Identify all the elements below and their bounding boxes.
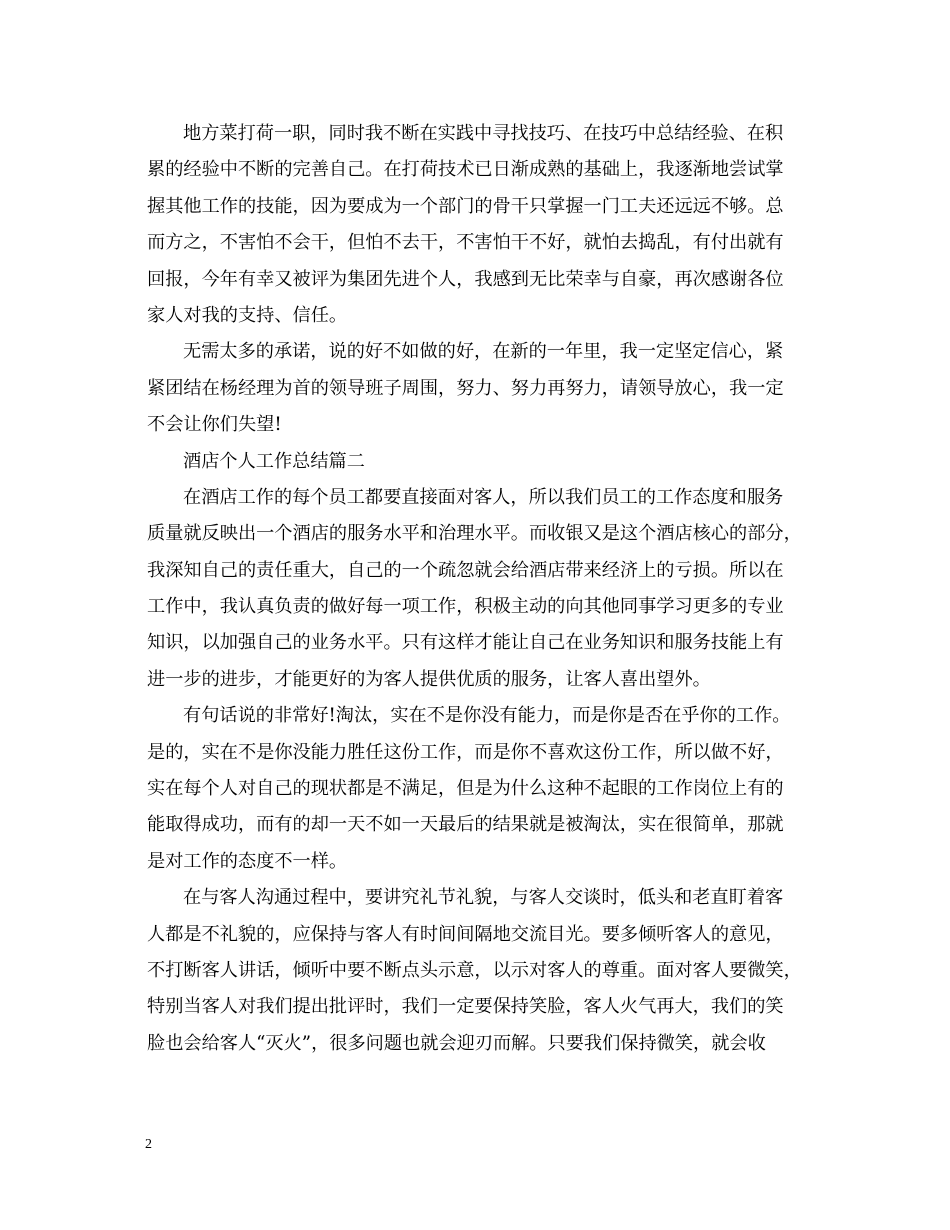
text-line: 家人对我的支持、信任。 [147, 304, 348, 326]
text-line: 不会让你们失望! [147, 414, 282, 436]
text-line: 实在每个人对自己的现状都是不满足，但是为什么这种不起眼的工作岗位上有的 [147, 778, 784, 800]
text-line: 能取得成功，而有的却一天不如一天最后的结果就是被淘汰，实在很简单，那就 [147, 814, 784, 836]
text-line: 脸也会给客人“灭火”，很多问题也就会迎刃而解。只要我们保持微笑，就会收 [147, 1032, 766, 1054]
text-line: 累的经验中不断的完善自己。在打荷技术已日渐成熟的基础上，我逐渐地尝试掌 [147, 159, 784, 181]
text-line: 酒店个人工作总结篇二 [183, 450, 365, 472]
text-line: 回报，今年有幸又被评为集团先进个人，我感到无比荣幸与自豪，再次感谢各位 [147, 268, 784, 290]
text-line: 是对工作的态度不一样。 [147, 850, 348, 872]
text-line: 工作中，我认真负责的做好每一项工作，积极主动的向其他同事学习更多的专业 [147, 596, 784, 618]
text-line: 不打断客人讲话，倾听中要不断点头示意，以示对客人的尊重。面对客人要微笑， [147, 959, 802, 981]
text-line: 我深知自己的责任重大，自己的一个疏忽就会给酒店带来经济上的亏损。所以在 [147, 559, 784, 581]
text-line: 人都是不礼貌的，应保持与客人有时间间隔地交流目光。要多倾听客人的意见， [147, 923, 784, 945]
text-line: 进一步的进步，才能更好的为客人提供优质的服务，让客人喜出望外。 [147, 668, 711, 690]
document-body [147, 116, 807, 1062]
text-line: 握其他工作的技能，因为要成为一个部门的骨干只掌握一门工夫还远远不够。总 [147, 195, 784, 217]
text-line: 在酒店工作的每个员工都要直接面对客人，所以我们员工的工作态度和服务 [183, 486, 784, 508]
page-number: 2 [145, 1137, 152, 1152]
text-line: 而方之，不害怕不会干，但怕不去干，不害怕干不好，就怕去捣乱，有付出就有 [147, 232, 784, 254]
text-line: 无需太多的承诺，说的好不如做的好，在新的一年里，我一定坚定信心，紧 [183, 341, 784, 363]
text-line: 是的，实在不是你没能力胜任这份工作，而是你不喜欢这份工作，所以做不好， [147, 741, 784, 763]
text-line: 有句话说的非常好!淘汰，实在不是你没有能力，而是你是否在乎你的工作。 [183, 705, 791, 727]
text-line: 特别当客人对我们提出批评时，我们一定要保持笑脸，客人火气再大，我们的笑 [147, 996, 784, 1018]
text-line: 地方菜打荷一职，同时我不断在实践中寻找技巧、在技巧中总结经验、在积 [183, 123, 784, 144]
text-line: 在与客人沟通过程中，要讲究礼节礼貌，与客人交谈时，低头和老直盯着客 [183, 887, 784, 909]
text-line: 紧团结在杨经理为首的领导班子周围，努力、努力再努力，请领导放心，我一定 [147, 377, 784, 399]
text-line: 质量就反映出一个酒店的服务水平和治理水平。而收银又是这个酒店核心的部分， [147, 523, 802, 545]
text-line: 知识，以加强自己的业务水平。只有这样才能让自己在业务知识和服务技能上有 [147, 632, 784, 654]
